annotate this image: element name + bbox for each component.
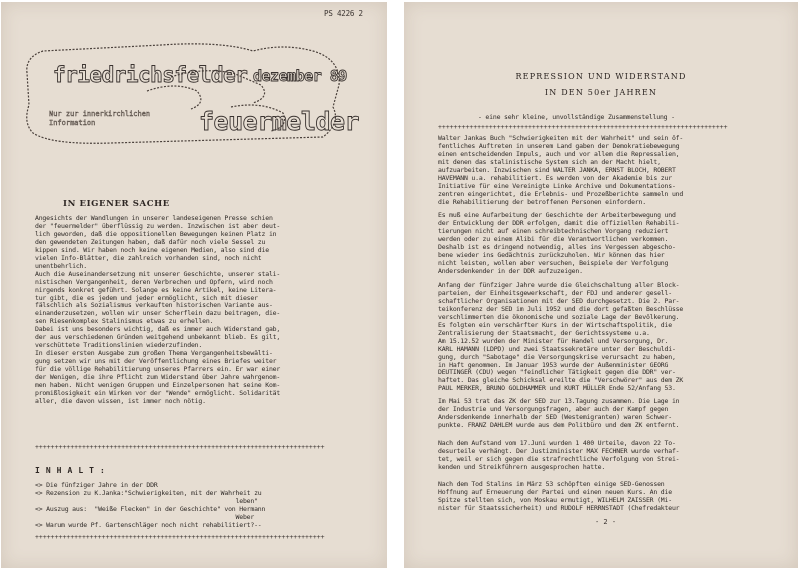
- masthead-date: dezember 89: [253, 67, 347, 85]
- editorial-body: Angesichts der Wandlungen in unserer landeseigenen Presse schien der "feuermelder" überflüssig zu werden. Inzwischen ist aber deut- lich geworden, daß die oppositionellen Bewegungen keinen Platz in den gewendeten Zeitungen haben, daß dafür noch viele Sessel zu kippen sind. Wir haben noch keine eigenen Medien, also sind die vielen Info-Blätter, die zahlreich vorhanden sind, noch nicht unentbehrlich. Auch die Auseinandersetzung mit unserer Geschichte, unserer stali- nistischen Vergangenheit, deren Verbrechen und Opfern, wird noch nirgends konkret geführt. Solange es keine Artikel, keine Litera- tur gibt, die es jedem und jeder ermöglicht, sich mit dieser fälschlich als Sozialismus verkauften historischen Variante aus- einanderzusetzen, wollen wir unser Scherflein dazu beitragen, die- sen Riesenkomplex Stalinismus etwas zu erhellen. Dabei ist uns besonders wichtig, daß es immer auch Widerstand gab, der aus verschiedenen Gründen weitgehend unbekannt blieb. Es gilt, verschüttete Traditionslinien wiederzufinden. In dieser ersten Ausgabe zum großen Thema Vergangenheitsbewälti- gung setzen wir uns mit der Veröffentlichung eines Briefes weiter für die völlige Rehabilitierung unseres Pfarrers ein. Er war einer der Wenigen, die ihre Pflicht zum Widerstand über Jahre wahrgenom- men haben. Nicht wenigen Gruppen und Einzelpersonen hat seine Kom- promißlosigkeit ein Wirken vor der "Wende" ermöglicht. Solidarität aller, die davon wissen, ist immer noch nötig.: [35, 214, 281, 405]
- divider-rule-bottom: ++++++++++++++++++++++++++++++++++++++++++++++++++++++++++++++++++++++++++: [35, 533, 325, 541]
- archive-mark: PS 4226 2: [324, 9, 363, 18]
- masthead-subtitle: Nur zur innerkirchlichen Information: [49, 110, 151, 127]
- paragraph-5: Nach dem Aufstand vom 17.Juni wurden 1 400 Urteile, davon 22 To- desurteile verhängt. Der Justizminister MAX FECHNER wurde verhaf- tet, weil er sich gegen die strafrechtliche Verfolgung von Strei- kenden und Streikführern ausgesprochen hatte.: [438, 439, 680, 471]
- paragraph-1: Walter Jankas Buch "Schwierigkeiten mit der Wahrheit" und sein öf- fentliches Auftreten in unserem Land gaben der Demokratiebewegung einen entscheidenden Impuls, auch und vor allem die Repressalien, mit denen das stalinistische System sich an der Macht hielt, aufzuarbeiten. Inzwischen sind WALTER JANKA, ERNST BLOCH, ROBERT HAVEMANN u.a. rehabilitiert. Es werden von der Akademie bis zur Initiative für eine Vereinigte Linke Archive und Dokumentations- zentren eingerichtet, die Erlebnis- und Prozeßberichte sammeln und die Rehabilitierung der betroffenen Personen einfordern.: [438, 134, 684, 206]
- paragraph-6: Nach dem Tod Stalins im März 53 schöpften einige SED-Genossen Hoffnung auf Erneuerung der Partei und einen neuen Kurs. An die Spitze stellten sich, von Moskau ermutigt, WILHELM ZAISSER (Mi- nister für Staatssicherheit) und RUDOLF HERRNSTADT (Chefredakteur: [438, 480, 680, 512]
- masthead-title-2: feuermelder: [199, 107, 360, 136]
- page-number: - 2 -: [595, 518, 617, 526]
- paragraph-2: Es muß eine Aufarbeitung der Geschichte der Arbeiterbewegung und der Entwicklung der DDR erfolgen, damit die offiziellen Rehabili- tierungen nicht auf einen schreibtechnischen Vorgang reduziert werden oder zu einem Alibi für die Verantwortlichen verkommen. Deshalb ist es dringend notwendig, alles ins Vergessen abgescho- bene wieder ins Gedächtnis zurückzuholen. Wir können das hier nicht leisten, wollen aber versuchen, Beispiele der Verfolgung Andersdenkender in der DDR aufzuzeigen.: [438, 211, 680, 275]
- right-page: [404, 2, 798, 568]
- contents-heading: I N H A L T :: [35, 466, 106, 475]
- left-page: [1, 2, 387, 568]
- paragraph-4: Im Mai 53 trat das ZK der SED zur 13.Tagung zusammen. Die Lage in der Industrie und Versorgungsfragen, aber auch der Kampf gegen Andersdenkende innerhalb der SED (Westemigranten) waren Schwer- punkte. FRANZ DAHLEM wurde aus dem Politbüro und dem ZK entfernt.: [438, 397, 680, 429]
- masthead: [21, 37, 366, 155]
- contents-list: <> Die fünfziger Jahre in der DDR <> Rezension zu K.Janka:"Schwierigkeiten, mit der Wahrheit zu leben" <> Auszug aus: "Weiße Flecken" in der Geschichte" von Hermann Weber <> Warum wurde Pf. Gartenschläger noch nicht rehabilitiert?--: [35, 481, 266, 529]
- fire-alarm-hand-icon: [21, 37, 366, 155]
- divider-rule: ++++++++++++++++++++++++++++++++++++++++++++++++++++++++++++++++++++++++++: [438, 123, 728, 131]
- paragraph-3: Anfang der fünfziger Jahre wurde die Gleichschaltung aller Block- parteien, der Einheitsgewerkschaft, der FDJ und anderer gesell- schaftlicher Organisationen mit der SED durchgesetzt. Die 2. Par- teikonferenz der SED im Juli 1952 und die dort gefaßten Beschlüsse verschlimmerten die ökonomische und soziale Lage der Bevölkerung. Es folgten ein verschärfter Kurs in der Wirtschaftspolitik, die Zentralisierung der Staatsmacht, der Gerichtssysteme u.a. Am 15.12.52 wurden der Minister für Handel und Versorgung, Dr. KARL HAMANN (LDPD) und zwei Staatssekretäre unter der Beschuldi- gung, durch "Sabotage" die Versorgungskrise verursacht zu haben, in Haft genommen. Im Januar 1953 wurde der Außenminister GEORG DEUTINGER (CDU) wegen "feindlicher Tätigkeit gegen die DDR" ver- haftet. Das gleiche Schicksal ereilte die "Verschwörer" aus dem ZK PAUL MERKER, BRUNO GOLDHAMMER und KURT MÜLLER Ende 52/Anfang 53.: [438, 281, 684, 393]
- masthead-title-1: friedrichsfelder: [53, 63, 248, 87]
- section-heading: IN EIGENER SACHE: [63, 199, 170, 209]
- page-gutter: [387, 0, 404, 573]
- article-title: REPRESSION UND WIDERSTAND: [515, 72, 687, 81]
- article-subtitle: IN DEN 50er JAHREN: [544, 88, 658, 97]
- article-intro: - eine sehr kleine, unvollständige Zusammenstellung -: [478, 113, 675, 121]
- divider-rule: ++++++++++++++++++++++++++++++++++++++++++++++++++++++++++++++++++++++++++: [35, 443, 325, 451]
